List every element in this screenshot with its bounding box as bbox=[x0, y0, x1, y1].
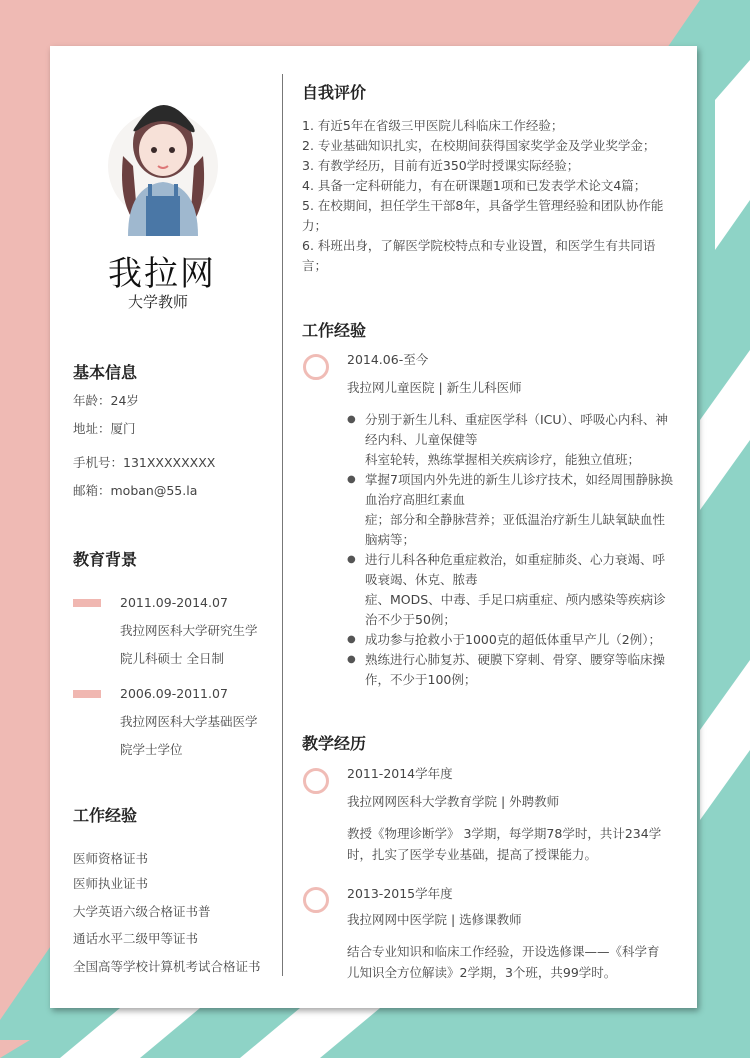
certificates-heading: 工作经验 bbox=[73, 806, 138, 825]
certificate-item: 通话水平二级甲等证书 bbox=[73, 931, 199, 946]
teaching-org: 我拉网网医科大学教育学院 | 外聘教师 bbox=[347, 794, 560, 809]
timeline-circle-icon bbox=[303, 768, 329, 794]
education-date: 2011.09-2014.07 bbox=[120, 595, 228, 610]
teaching-desc: 结合专业知识和临床工作经验，开设选修课——《科学育 bbox=[347, 944, 660, 959]
education-school: 我拉网医科大学研究生学 bbox=[120, 623, 258, 638]
teaching-desc: 儿知识全方位解读》2学期，3个班，共99学时。 bbox=[347, 965, 617, 980]
self-eval-item: 6. 科班出身，了解医学院校特点和专业设置，和医学生有共同语 bbox=[302, 238, 656, 253]
work-bullet: ● 熟练进行心肺复苏、硬膜下穿刺、骨穿、腰穿等临床操作，不少于100例； bbox=[347, 650, 677, 690]
self-eval-item: 力； bbox=[302, 218, 328, 233]
work-bullet: ● 分别于新生儿科、重症医学科（ICU）、呼吸心内科、神经内科、儿童保健等 科室轮转，熟练掌握相关疾病诊疗，能独立值班； bbox=[347, 410, 677, 470]
self-eval-item: 5. 在校期间，担任学生干部8年，具备学生管理经验和团队协作能 bbox=[302, 198, 664, 213]
column-divider bbox=[282, 74, 283, 976]
teaching-date: 2013-2015学年度 bbox=[347, 886, 453, 901]
address-text: 地址：厦门 bbox=[73, 421, 136, 436]
age-text: 年龄：24岁 bbox=[73, 393, 139, 408]
certificate-item: 全国高等学校计算机考试合格证书 bbox=[73, 959, 261, 974]
certificate-item: 医师资格证书 bbox=[73, 851, 149, 866]
certificate-item: 医师执业证书 bbox=[73, 876, 149, 891]
profile-title: 大学教师 bbox=[128, 293, 189, 311]
timeline-circle-icon bbox=[303, 354, 329, 380]
work-bullet: ● 掌握7项国内外先进的新生儿诊疗技术，如经周围静脉换血治疗高胆红素血 症；部分和全静脉营养；亚低温治疗新生儿缺氧缺血性脑病等； bbox=[347, 470, 677, 550]
self-eval-list bbox=[302, 116, 682, 276]
phone-text: 手机号：131XXXXXXXX bbox=[73, 455, 216, 470]
timeline-circle-icon bbox=[303, 887, 329, 913]
certificate-item: 大学英语六级合格证书普 bbox=[73, 904, 211, 919]
education-date: 2006.09-2011.07 bbox=[120, 686, 228, 701]
work-date: 2014.06-至今 bbox=[347, 352, 429, 367]
self-eval-item: 4. 具备一定科研能力，有在研课题1项和已发表学术论文4篇； bbox=[302, 178, 647, 193]
education-marker bbox=[73, 690, 101, 698]
self-eval-item: 1. 有近5年在省级三甲医院儿科临床工作经验； bbox=[302, 118, 564, 133]
work-bullet: ● 进行儿科各种危重症救治，如重症肺炎、心力衰竭、呼吸衰竭、休克、脓毒 症、MODS、中毒、手足口病重症、颅内感染等疾病诊治不少于50例； bbox=[347, 550, 677, 630]
self-eval-item: 言； bbox=[302, 258, 328, 273]
education-marker bbox=[73, 599, 101, 607]
self-eval-item: 3. 有教学经历，目前有近350学时授课实际经验； bbox=[302, 158, 580, 173]
teaching-desc: 时，扎实了医学专业基础，提高了授课能力。 bbox=[347, 847, 598, 862]
education-degree: 院学士学位 bbox=[120, 742, 183, 757]
email-text: 邮箱：moban@55.la bbox=[73, 483, 198, 498]
education-heading: 教育背景 bbox=[73, 550, 138, 569]
profile-name: 我拉网 bbox=[108, 254, 216, 294]
work-bullet: ● 成功参与抢救小于1000克的超低体重早产儿（2例）； bbox=[347, 630, 677, 650]
education-school: 我拉网医科大学基础医学 bbox=[120, 714, 258, 729]
basic-info-heading: 基本信息 bbox=[73, 363, 138, 382]
work-bullets bbox=[347, 410, 677, 690]
education-degree: 院儿科硕士 全日制 bbox=[120, 651, 224, 666]
teaching-date: 2011-2014学年度 bbox=[347, 766, 453, 781]
teaching-heading: 教学经历 bbox=[302, 734, 367, 753]
work-heading: 工作经验 bbox=[302, 321, 367, 340]
teaching-desc: 教授《物理诊断学》 3学期，每学期78学时，共计234学 bbox=[347, 826, 662, 841]
self-eval-heading: 自我评价 bbox=[302, 83, 367, 102]
teaching-org: 我拉网网中医学院 | 选修课教师 bbox=[347, 912, 522, 927]
self-eval-item: 2. 专业基础知识扎实，在校期间获得国家奖学金及学业奖学金； bbox=[302, 138, 656, 153]
avatar bbox=[108, 86, 218, 236]
work-org: 我拉网儿童医院 | 新生儿科医师 bbox=[347, 380, 522, 395]
